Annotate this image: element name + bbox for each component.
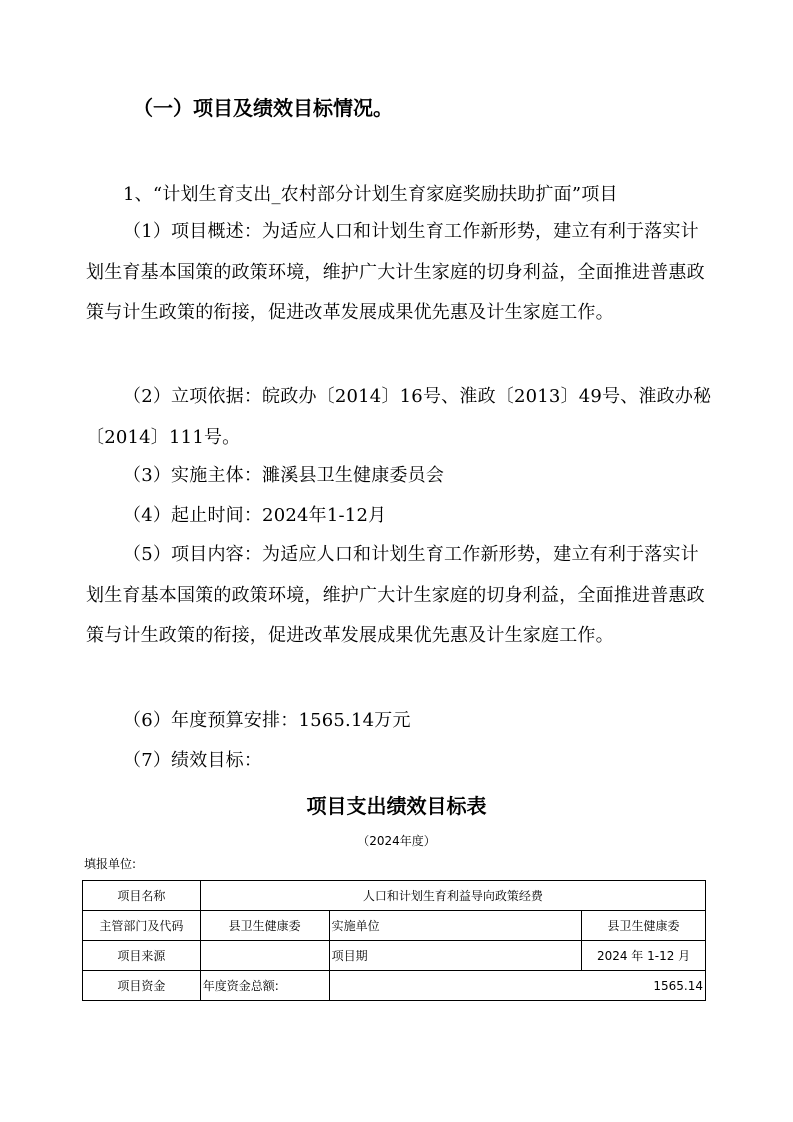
project-budget: （6）年度预算安排：1565.14万元 bbox=[123, 710, 411, 731]
section-heading: （一）项目及绩效目标情况。 bbox=[133, 96, 393, 120]
project-goals: （7）绩效目标： bbox=[123, 750, 263, 771]
project-basis: （2）立项依据：皖政办〔2014〕16号、淮政〔2013〕49号、淮政办秘〔2014〕111号。 bbox=[86, 386, 712, 448]
table-title: 项目支出绩效目标表 bbox=[306, 794, 487, 818]
table-row bbox=[83, 971, 706, 1001]
table-row bbox=[83, 881, 706, 911]
implementer-label: 实施单位 bbox=[329, 911, 582, 941]
performance-goal-table bbox=[82, 880, 706, 1001]
project-overview: （1）项目概述：为适应人口和计划生育工作新形势，建立有利于落实计划生育基本国策的政策环境，维护广大计生家庭的切身利益，全面推进普惠政策与计生政策的衔接，促进改革发展成果优先惠及计生家庭工作。 bbox=[86, 221, 705, 323]
period-value: 2024 年 1-12 月 bbox=[582, 941, 706, 971]
funds-label: 项目资金 bbox=[83, 971, 201, 1001]
table-row bbox=[83, 941, 706, 971]
table-year: （2024年度） bbox=[357, 834, 436, 848]
project-name-label: 项目名称 bbox=[83, 881, 201, 911]
department-label: 主管部门及代码 bbox=[83, 911, 201, 941]
period-label: 项目期 bbox=[329, 941, 582, 971]
source-label: 项目来源 bbox=[83, 941, 201, 971]
project-period: （4）起止时间：2024年1-12月 bbox=[123, 505, 387, 526]
department-value: 县卫生健康委 bbox=[200, 911, 329, 941]
item-title: 1、“计划生育支出_农村部分计划生育家庭奖励扶助扩面”项目 bbox=[123, 184, 618, 205]
project-name-value: 人口和计划生育利益导向政策经费 bbox=[200, 881, 705, 911]
project-implementer: （3）实施主体：濉溪县卫生健康委员会 bbox=[123, 465, 445, 486]
total-funds-value: 1565.14 bbox=[329, 971, 705, 1001]
project-content: （5）项目内容：为适应人口和计划生育工作新形势，建立有利于落实计划生育基本国策的政策环境，维护广大计生家庭的切身利益，全面推进普惠政策与计生政策的衔接，促进改革发展成果优先惠及计生家庭工作。 bbox=[86, 544, 705, 646]
total-funds-label: 年度资金总额: bbox=[200, 971, 329, 1001]
source-value bbox=[200, 941, 329, 971]
implementer-value: 县卫生健康委 bbox=[582, 911, 706, 941]
table-row bbox=[83, 911, 706, 941]
fill-unit-label: 填报单位: bbox=[84, 857, 137, 871]
